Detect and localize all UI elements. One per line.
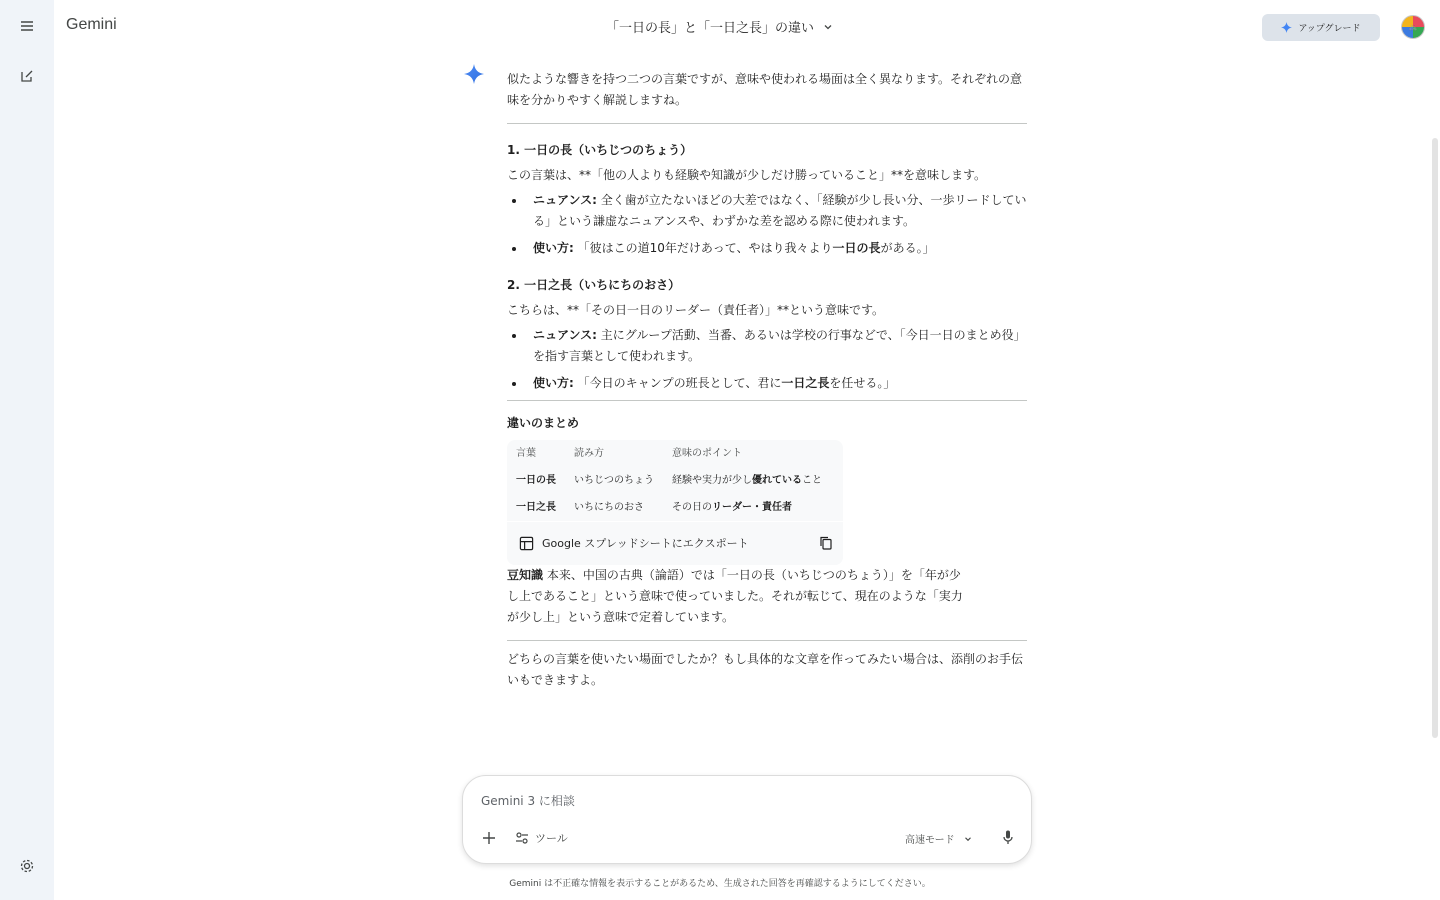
table-row bbox=[507, 467, 831, 494]
usage-text-end: を任せる。」 bbox=[829, 376, 896, 390]
avatar[interactable] bbox=[1401, 15, 1425, 39]
section1-list bbox=[507, 190, 1027, 259]
section2-heading: 2. 一日之長（いちにちのおさ） bbox=[507, 278, 681, 292]
table-header: 意味のポイント bbox=[672, 448, 742, 459]
nuance-text: 主にグループ活動、当番、あるいは学校の行事などで、「今日一日のまとめ役」を指す言葉として使われます。 bbox=[533, 328, 1026, 363]
tools-icon bbox=[515, 831, 529, 845]
chevron-down-icon bbox=[963, 834, 973, 844]
table-row bbox=[507, 494, 831, 521]
prompt-input[interactable]: Gemini 3 に相談 bbox=[481, 794, 575, 808]
list-item bbox=[507, 373, 1027, 394]
avatar-text: 🚲 bbox=[1408, 23, 1418, 31]
divider bbox=[507, 123, 1027, 124]
table-cell: いちじつのちょう bbox=[574, 475, 654, 486]
nuance-label: ニュアンス: bbox=[533, 193, 597, 207]
export-label: Google スプレッドシートにエクスポート bbox=[542, 537, 749, 550]
nuance-label: ニュアンス: bbox=[533, 328, 597, 342]
table-header: 読み方 bbox=[574, 448, 604, 459]
summary-table bbox=[507, 440, 843, 565]
section2-list bbox=[507, 325, 1027, 394]
tools-button[interactable] bbox=[515, 830, 568, 846]
cell-text: その日の bbox=[672, 502, 712, 513]
scrollbar[interactable] bbox=[1432, 138, 1438, 738]
mic-icon[interactable] bbox=[999, 828, 1017, 846]
plus-icon[interactable] bbox=[479, 828, 499, 848]
side-rail bbox=[0, 0, 54, 900]
cell-bold: リーダー・責任者 bbox=[712, 502, 792, 513]
table-header: 言葉 bbox=[516, 448, 536, 459]
gemini-sparkle-icon bbox=[464, 64, 484, 84]
mode-selector[interactable] bbox=[905, 831, 973, 846]
gear-icon bbox=[19, 858, 35, 874]
edit-icon bbox=[19, 68, 35, 84]
closing-text: どちらの言葉を使いたい場面でしたか？もし具体的な文章を作ってみたい場合は、添削のお手伝いもできますよ。 bbox=[507, 652, 1024, 687]
export-sheets-button[interactable] bbox=[507, 521, 843, 565]
list-item bbox=[507, 190, 1027, 232]
chevron-down-icon bbox=[822, 21, 834, 33]
cell-text-end: こと bbox=[802, 475, 822, 486]
mode-label: 高速モード bbox=[905, 835, 955, 846]
conversation-title-text: 「一日の長」と「一日之長」の違い bbox=[605, 21, 814, 36]
sparkle-icon bbox=[1281, 22, 1292, 33]
brand-logo[interactable]: Gemini bbox=[66, 16, 117, 33]
section1-lead: この言葉は、**「他の人よりも経験や知識が少しだけ勝っていること」**を意味します。 bbox=[507, 168, 987, 182]
trivia-text: 本来、中国の古典（論語）では「一日の長（いちじつのちょう）」を「年が少し上であること」という意味で使っていました。それが転じて、現在のような「実力が少し上」という意味で定着しています。 bbox=[507, 568, 963, 624]
sheets-icon bbox=[519, 536, 534, 551]
cell-bold: 優れている bbox=[752, 475, 802, 486]
nuance-text: 全く歯が立たないほどの大差ではなく、「経験が少し長い分、一歩リードしている」という謙虚なニュアンスや、わずかな差を認める際に使われます。 bbox=[533, 193, 1027, 228]
usage-bold: 一日之長 bbox=[781, 376, 830, 390]
table-cell: いちにちのおさ bbox=[574, 502, 644, 513]
usage-text: 「彼はこの道10年だけあって、やはり我々より bbox=[573, 241, 833, 255]
table-cell bbox=[663, 467, 831, 494]
table-header-row bbox=[507, 440, 831, 467]
usage-bold: 一日の長 bbox=[832, 241, 881, 255]
section1-heading: 1. 一日の長（いちじつのちょう） bbox=[507, 143, 693, 157]
usage-label: 使い方: bbox=[533, 241, 574, 255]
disclaimer-text: Gemini は不正確な情報を表示することがあるため、生成された回答を再確認するようにしてください。 bbox=[509, 879, 931, 889]
trivia-quote bbox=[507, 565, 967, 628]
upgrade-label: アップグレード bbox=[1298, 24, 1361, 34]
new-chat-button[interactable] bbox=[13, 62, 41, 90]
conversation-title[interactable] bbox=[0, 17, 1440, 36]
table-cell bbox=[663, 494, 831, 521]
list-item bbox=[507, 238, 1027, 259]
tools-label: ツール bbox=[535, 832, 568, 845]
list-item bbox=[507, 325, 1027, 367]
prompt-composer[interactable] bbox=[462, 775, 1032, 864]
usage-text: 「今日のキャンプの班長として、君に bbox=[573, 376, 782, 390]
cell-text: 経験や実力が少し bbox=[672, 475, 752, 486]
response-body bbox=[507, 69, 1027, 691]
trivia-label: 豆知識 bbox=[507, 568, 544, 582]
divider bbox=[507, 640, 1027, 641]
divider bbox=[507, 400, 1027, 401]
table-word: 一日の長 bbox=[516, 475, 556, 486]
usage-label: 使い方: bbox=[533, 376, 574, 390]
table-word: 一日之長 bbox=[516, 502, 556, 513]
summary-heading: 違いのまとめ bbox=[507, 416, 580, 430]
usage-text-end: がある。」 bbox=[880, 241, 935, 255]
section2-lead: こちらは、**「その日一日のリーダー（責任者）」**という意味です。 bbox=[507, 303, 885, 317]
upgrade-button[interactable] bbox=[1262, 14, 1380, 41]
table-cell bbox=[507, 494, 565, 521]
table-cell bbox=[507, 467, 565, 494]
intro-text: 似たような響きを持つ二つの言葉ですが、意味や使われる場面は全く異なります。それぞれの意味を分かりやすく解説しますね。 bbox=[507, 72, 1023, 107]
copy-icon[interactable] bbox=[819, 536, 833, 550]
